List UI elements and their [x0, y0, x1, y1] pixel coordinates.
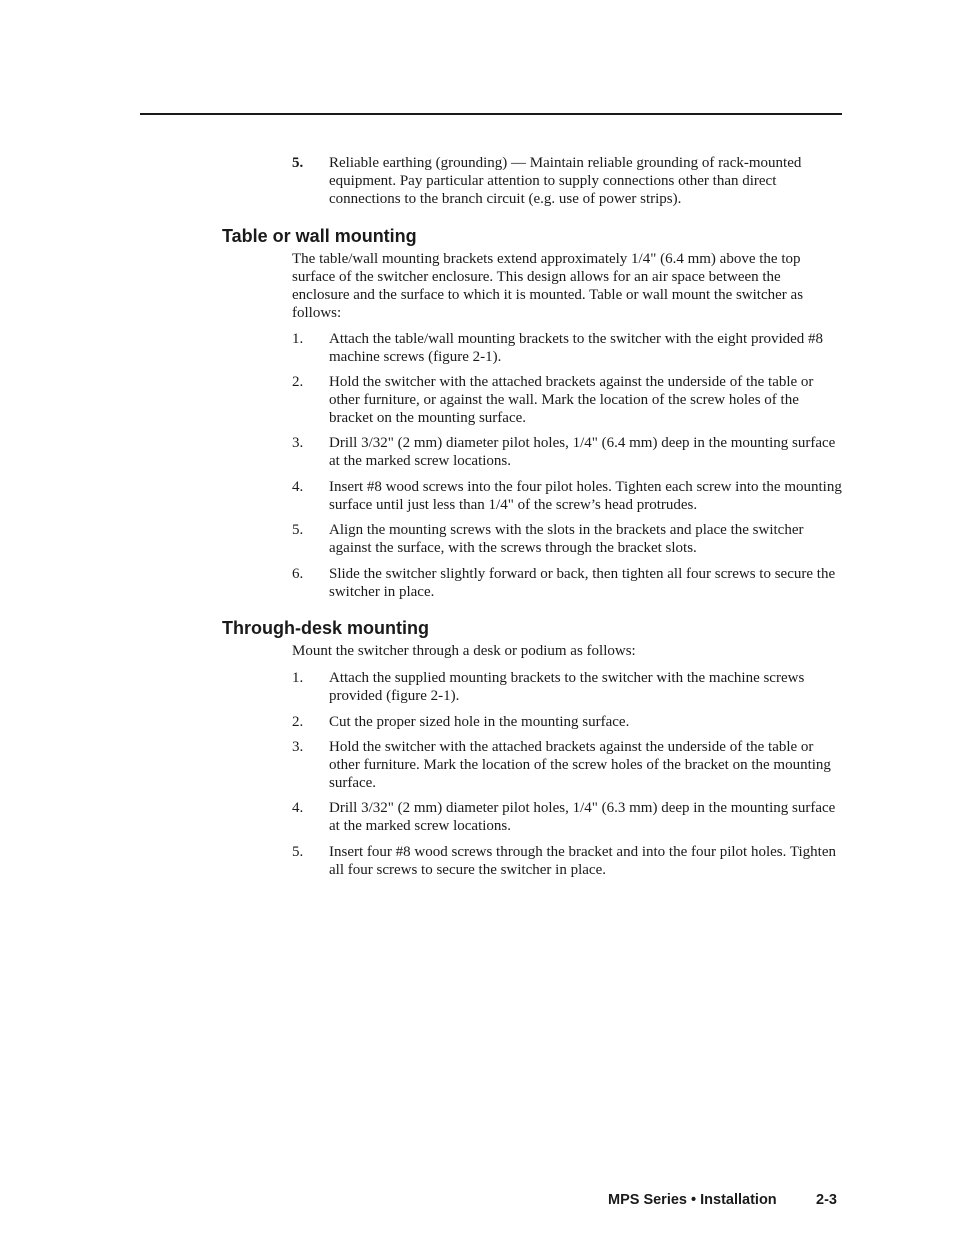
list-item: [292, 330, 844, 366]
list-item-text: Attach the supplied mounting brackets to the switcher with the machine screws provided (figure 2-1).: [329, 670, 805, 704]
list-item: [292, 843, 844, 879]
list-item: [292, 154, 844, 208]
section-intro-table-wall: The table/wall mounting brackets extend approximately 1/4" (6.4 mm) above the top surface of the switcher enclosure. This design allows for an air space between the enclosure and the surface to which it is mounted. Table or wall mount the switcher as follows:: [292, 251, 804, 321]
list-item-number: 5.: [292, 155, 304, 171]
list-item: [292, 799, 844, 835]
list-item-number: 2.: [292, 374, 304, 390]
list-item-text: Hold the switcher with the attached brackets against the underside of the table or other furniture. Mark the location of the screw holes of the bracket on the mounting surface.: [329, 739, 831, 791]
list-item: [292, 669, 844, 705]
list-item-text: Attach the table/wall mounting brackets to the switcher with the eight provided #8 machine screws (figure 2-1).: [329, 331, 824, 365]
list-item-text: Insert four #8 wood screws through the bracket and into the four pilot holes. Tighten all four screws to secure the switcher in place.: [329, 844, 836, 878]
list-item-number: 4.: [292, 800, 304, 816]
list-item-text: Drill 3/32" (2 mm) diameter pilot holes, 1/4" (6.4 mm) deep in the mounting surface at the marked screw locations.: [329, 435, 836, 469]
list-item-number: 4.: [292, 479, 304, 495]
list-item: [292, 373, 844, 427]
list-item-text: Insert #8 wood screws into the four pilot holes. Tighten each screw into the mounting surface until just less than 1/4" of the screw’s head protrudes.: [329, 479, 842, 513]
header-rule: [140, 113, 842, 115]
page-number: 2-3: [816, 1192, 837, 1208]
list-item-text: Cut the proper sized hole in the mounting surface.: [329, 714, 630, 730]
list-item-number: 3.: [292, 435, 304, 451]
list-item: [292, 434, 844, 470]
list-item-number: 2.: [292, 714, 304, 730]
list-item-text: Slide the switcher slightly forward or back, then tighten all four screws to secure the switcher in place.: [329, 566, 836, 600]
list-item-number: 1.: [292, 331, 304, 347]
list-item-number: 5.: [292, 844, 304, 860]
footer-title: MPS Series • Installation: [608, 1192, 777, 1208]
list-item-number: 1.: [292, 670, 304, 686]
list-item: [292, 521, 844, 557]
list-item-number: 6.: [292, 566, 304, 582]
list-item: [292, 713, 844, 731]
section-intro-through-desk: Mount the switcher through a desk or podium as follows:: [292, 643, 636, 659]
section-heading-through-desk: Through-desk mounting: [222, 618, 429, 638]
list-item-text: Hold the switcher with the attached brackets against the underside of the table or other furniture, or against the wall. Mark the location of the screw holes of the bracket on the mounting surface.: [329, 374, 814, 426]
section-heading-table-wall: Table or wall mounting: [222, 226, 417, 246]
list-item-text: Reliable earthing (grounding) — Maintain reliable grounding of rack-mounted equipment. Pay particular attention to supply connections other than direct connections to the branch circuit (e.g. use of power strips).: [329, 155, 802, 207]
list-item-text: Drill 3/32" (2 mm) diameter pilot holes, 1/4" (6.3 mm) deep in the mounting surface at the marked screw locations.: [329, 800, 836, 834]
list-item: [292, 738, 844, 792]
list-item-number: 3.: [292, 739, 304, 755]
list-item: [292, 478, 844, 514]
list-item-number: 5.: [292, 522, 304, 538]
list-item: [292, 565, 844, 601]
list-item-text: Align the mounting screws with the slots in the brackets and place the switcher against the surface, with the screws through the bracket slots.: [329, 522, 804, 556]
